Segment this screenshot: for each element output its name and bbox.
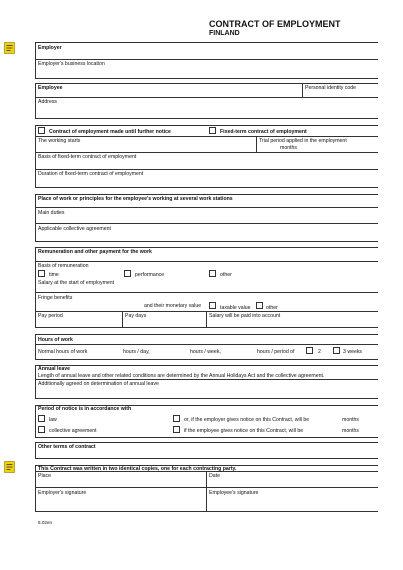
employer-signature-field[interactable]: Employer's signature xyxy=(38,490,87,496)
working-starts-field[interactable]: The working starts xyxy=(38,138,81,144)
rule xyxy=(35,152,378,153)
hours-heading: Hours of work xyxy=(38,337,73,343)
employee-notice-months: months xyxy=(342,428,360,434)
rule xyxy=(35,207,378,208)
hours-per-period-label: hours / period of xyxy=(257,349,295,355)
time-checkbox[interactable] xyxy=(38,270,45,277)
employee-heading: Employee xyxy=(38,85,63,91)
notice-law-checkbox[interactable] xyxy=(38,415,45,422)
signatures-heading: This Contract was written in two identical copies, one for each contracting party. xyxy=(38,466,237,472)
rule xyxy=(35,292,378,293)
hours-per-week-label: hours / week, xyxy=(190,349,221,355)
indefinite-contract-checkbox[interactable] xyxy=(38,127,45,134)
rule xyxy=(35,458,378,459)
rule xyxy=(35,125,36,187)
rule xyxy=(35,327,378,328)
rule xyxy=(35,194,378,195)
rule xyxy=(35,42,36,78)
form-code: 6.02en xyxy=(38,520,53,525)
three-weeks-checkbox[interactable] xyxy=(333,347,340,354)
rule xyxy=(35,169,378,170)
notice-law-label: law xyxy=(49,417,57,423)
trial-period-field[interactable]: Trial period applied in the employment xyxy=(259,138,347,144)
rule xyxy=(35,241,378,242)
indefinite-contract-label: Contract of employment made until further notice xyxy=(49,129,171,135)
rule xyxy=(35,437,378,438)
rule xyxy=(35,398,378,399)
performance-checkbox[interactable] xyxy=(124,270,131,277)
basis-remuneration-label: Basis of remuneration xyxy=(38,263,89,269)
other-terms-heading: Other terms of contract xyxy=(38,444,96,450)
document-title: CONTRACT OF EMPLOYMENT xyxy=(209,19,341,29)
three-weeks-label: 3 weeks xyxy=(343,349,363,355)
taxable-value-checkbox[interactable] xyxy=(209,302,216,309)
fixed-term-label: Fixed-term contract of employment xyxy=(220,129,307,135)
main-duties-field[interactable]: Main duties xyxy=(38,210,65,216)
rule xyxy=(206,471,207,511)
rule xyxy=(35,59,378,60)
rule xyxy=(35,359,378,360)
place-field[interactable]: Place xyxy=(38,473,51,479)
notice-heading: Period of notice is in accordance with xyxy=(38,406,132,412)
other-remuneration-checkbox[interactable] xyxy=(209,270,216,277)
rule xyxy=(256,136,257,152)
pay-days-field[interactable]: Pay days xyxy=(125,313,147,319)
date-field[interactable]: Date xyxy=(209,473,220,479)
hours-per-day-label: hours / day, xyxy=(123,349,150,355)
pay-period-field[interactable]: Pay period xyxy=(38,313,63,319)
normal-hours-label: Normal hours of work xyxy=(38,349,88,355)
time-label: time xyxy=(49,272,59,278)
document-subtitle: FINLAND xyxy=(209,30,240,37)
rule xyxy=(35,487,378,488)
rule xyxy=(35,365,378,366)
rule xyxy=(122,311,123,327)
rule xyxy=(35,247,378,248)
monetary-value-label: and their monetary value xyxy=(144,303,202,309)
annual-leave-additional-field[interactable]: Additionally agreed on determination of annual leave xyxy=(38,381,159,387)
identity-code-field[interactable]: Personal identity code xyxy=(305,85,357,91)
notice-collective-checkbox[interactable] xyxy=(38,426,45,433)
employee-signature-field[interactable]: Employee's signature xyxy=(209,490,259,496)
basis-fixed-term-field[interactable]: Basis of fixed-term contract of employment xyxy=(38,154,137,160)
rule xyxy=(35,42,378,43)
fixed-term-checkbox[interactable] xyxy=(209,127,216,134)
other-remuneration-label: other xyxy=(220,272,232,278)
employer-heading: Employer xyxy=(38,45,62,51)
rule xyxy=(35,379,378,380)
employee-notice-checkbox[interactable] xyxy=(173,426,180,433)
fringe-benefits-field[interactable]: Fringe benefits xyxy=(38,295,73,301)
rule xyxy=(35,78,378,79)
rule xyxy=(35,118,378,119)
rule xyxy=(35,97,378,98)
rule xyxy=(35,405,36,437)
rule xyxy=(35,223,378,224)
rule xyxy=(35,136,378,137)
rule xyxy=(35,194,36,241)
salary-start-field[interactable]: Salary at the start of employment xyxy=(38,280,115,286)
rule xyxy=(35,83,36,118)
duration-fixed-term-field[interactable]: Duration of fixed-term contract of employment xyxy=(38,171,144,177)
rule xyxy=(302,83,303,97)
place-of-work-heading: Place of work or principles for the employee's working at several work stations xyxy=(38,196,233,202)
rule xyxy=(35,247,36,327)
notice-collective-label: collective agreement xyxy=(49,428,97,434)
employer-notice-checkbox[interactable] xyxy=(173,415,180,422)
rule xyxy=(35,187,378,188)
other-value-checkbox[interactable] xyxy=(256,302,263,309)
annual-leave-text: Length of annual leave and other related conditions are determined by the Annual Holidays Act and the collective agreement. xyxy=(38,373,325,379)
rule xyxy=(35,442,378,443)
rule xyxy=(35,511,378,512)
other-value-label: other xyxy=(266,305,278,311)
taxable-value-label: taxable value xyxy=(220,305,251,311)
rule xyxy=(35,125,378,126)
employee-notice-label: if the employee gives notice on this Contract, will be xyxy=(184,428,304,434)
rule xyxy=(35,442,36,458)
rule xyxy=(35,344,378,345)
remuneration-heading: Remuneration and other payment for the work xyxy=(38,249,152,255)
rule xyxy=(35,365,36,398)
collective-agreement-field[interactable]: Applicable collective agreement xyxy=(38,226,111,232)
rule xyxy=(35,334,36,359)
two-weeks-label: 2 xyxy=(318,349,321,355)
employer-notice-label: or, if the employer gives notice on this Contract, will be xyxy=(184,417,310,423)
employer-notice-months: months xyxy=(342,417,360,423)
rule xyxy=(206,311,207,327)
annual-leave-heading: Annual leave xyxy=(38,366,71,372)
sticky-note-icon[interactable] xyxy=(4,42,15,54)
two-weeks-checkbox[interactable] xyxy=(306,347,313,354)
rule xyxy=(35,261,378,262)
sticky-note-icon[interactable] xyxy=(4,461,15,473)
performance-label: performance xyxy=(135,272,165,278)
salary-account-field[interactable]: Salary will be paid into account xyxy=(209,313,281,319)
address-field[interactable]: Address xyxy=(38,99,58,105)
trial-months-label: months xyxy=(280,145,298,151)
business-location-field[interactable]: Employer's business location xyxy=(38,61,105,67)
rule xyxy=(35,83,378,84)
rule xyxy=(35,334,378,335)
